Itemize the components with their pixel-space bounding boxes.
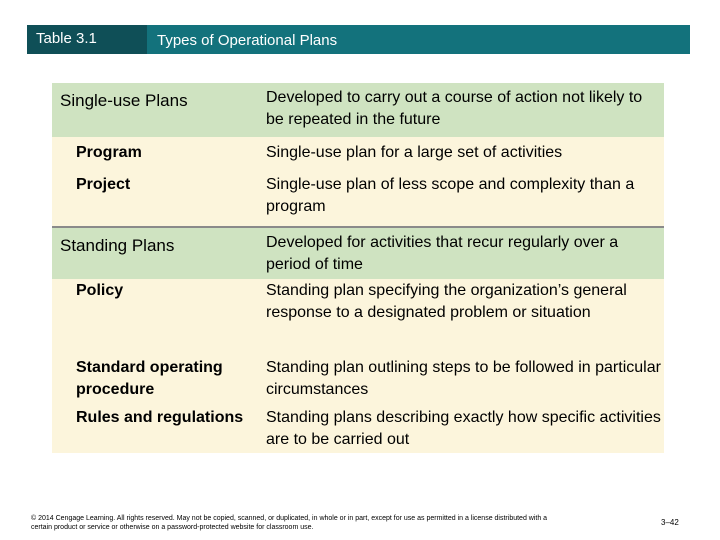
desc-policy: Standing plan specifying the organization’s general response to a designated problem or situation — [266, 282, 627, 321]
table-row-single-use — [52, 83, 664, 137]
table-row-policy — [52, 279, 664, 352]
desc-standing-plans: Developed for activities that recur regularly over a period of time — [266, 234, 619, 273]
table-number: Table 3.1 — [36, 30, 97, 47]
desc-program: Single-use plan for a large set of activities — [266, 144, 563, 161]
desc-single-use-plans: Developed to carry out a course of action not likely to be repeated in the future — [266, 89, 643, 128]
term-policy: Policy — [76, 282, 124, 299]
table-title: Types of Operational Plans — [157, 32, 338, 49]
term-standard-operating-procedure: Standard operating procedure — [76, 359, 223, 398]
term-single-use-plans: Single-use Plans — [60, 91, 188, 110]
table-row-project — [52, 169, 664, 226]
title-bar — [147, 25, 690, 54]
operational-plans-table — [52, 83, 664, 453]
table-row-program — [52, 137, 664, 169]
term-rules-and-regulations: Rules and regulations — [76, 409, 244, 426]
desc-standard-operating-procedure: Standing plan outlining steps to be followed in particular circumstances — [266, 359, 661, 398]
term-standing-plans: Standing Plans — [60, 236, 175, 255]
desc-project: Single-use plan of less scope and complexity than a program — [266, 176, 635, 215]
table-row-rules — [52, 402, 664, 453]
term-program: Program — [76, 144, 142, 161]
copyright-notice: © 2014 Cengage Learning. All rights reserved. May not be copied, scanned, or duplicated, in whole or in part, except for use as permitted in a license distributed with a certain product or service or otherwise on a password-protected website for classroom use. — [31, 515, 548, 531]
term-project: Project — [76, 176, 131, 193]
table-row-sop — [52, 352, 664, 402]
table-number-tag — [27, 25, 147, 54]
table-row-standing — [52, 228, 664, 279]
desc-rules-and-regulations: Standing plans describing exactly how specific activities are to be carried out — [266, 409, 661, 448]
page-number: 3–42 — [661, 518, 679, 527]
